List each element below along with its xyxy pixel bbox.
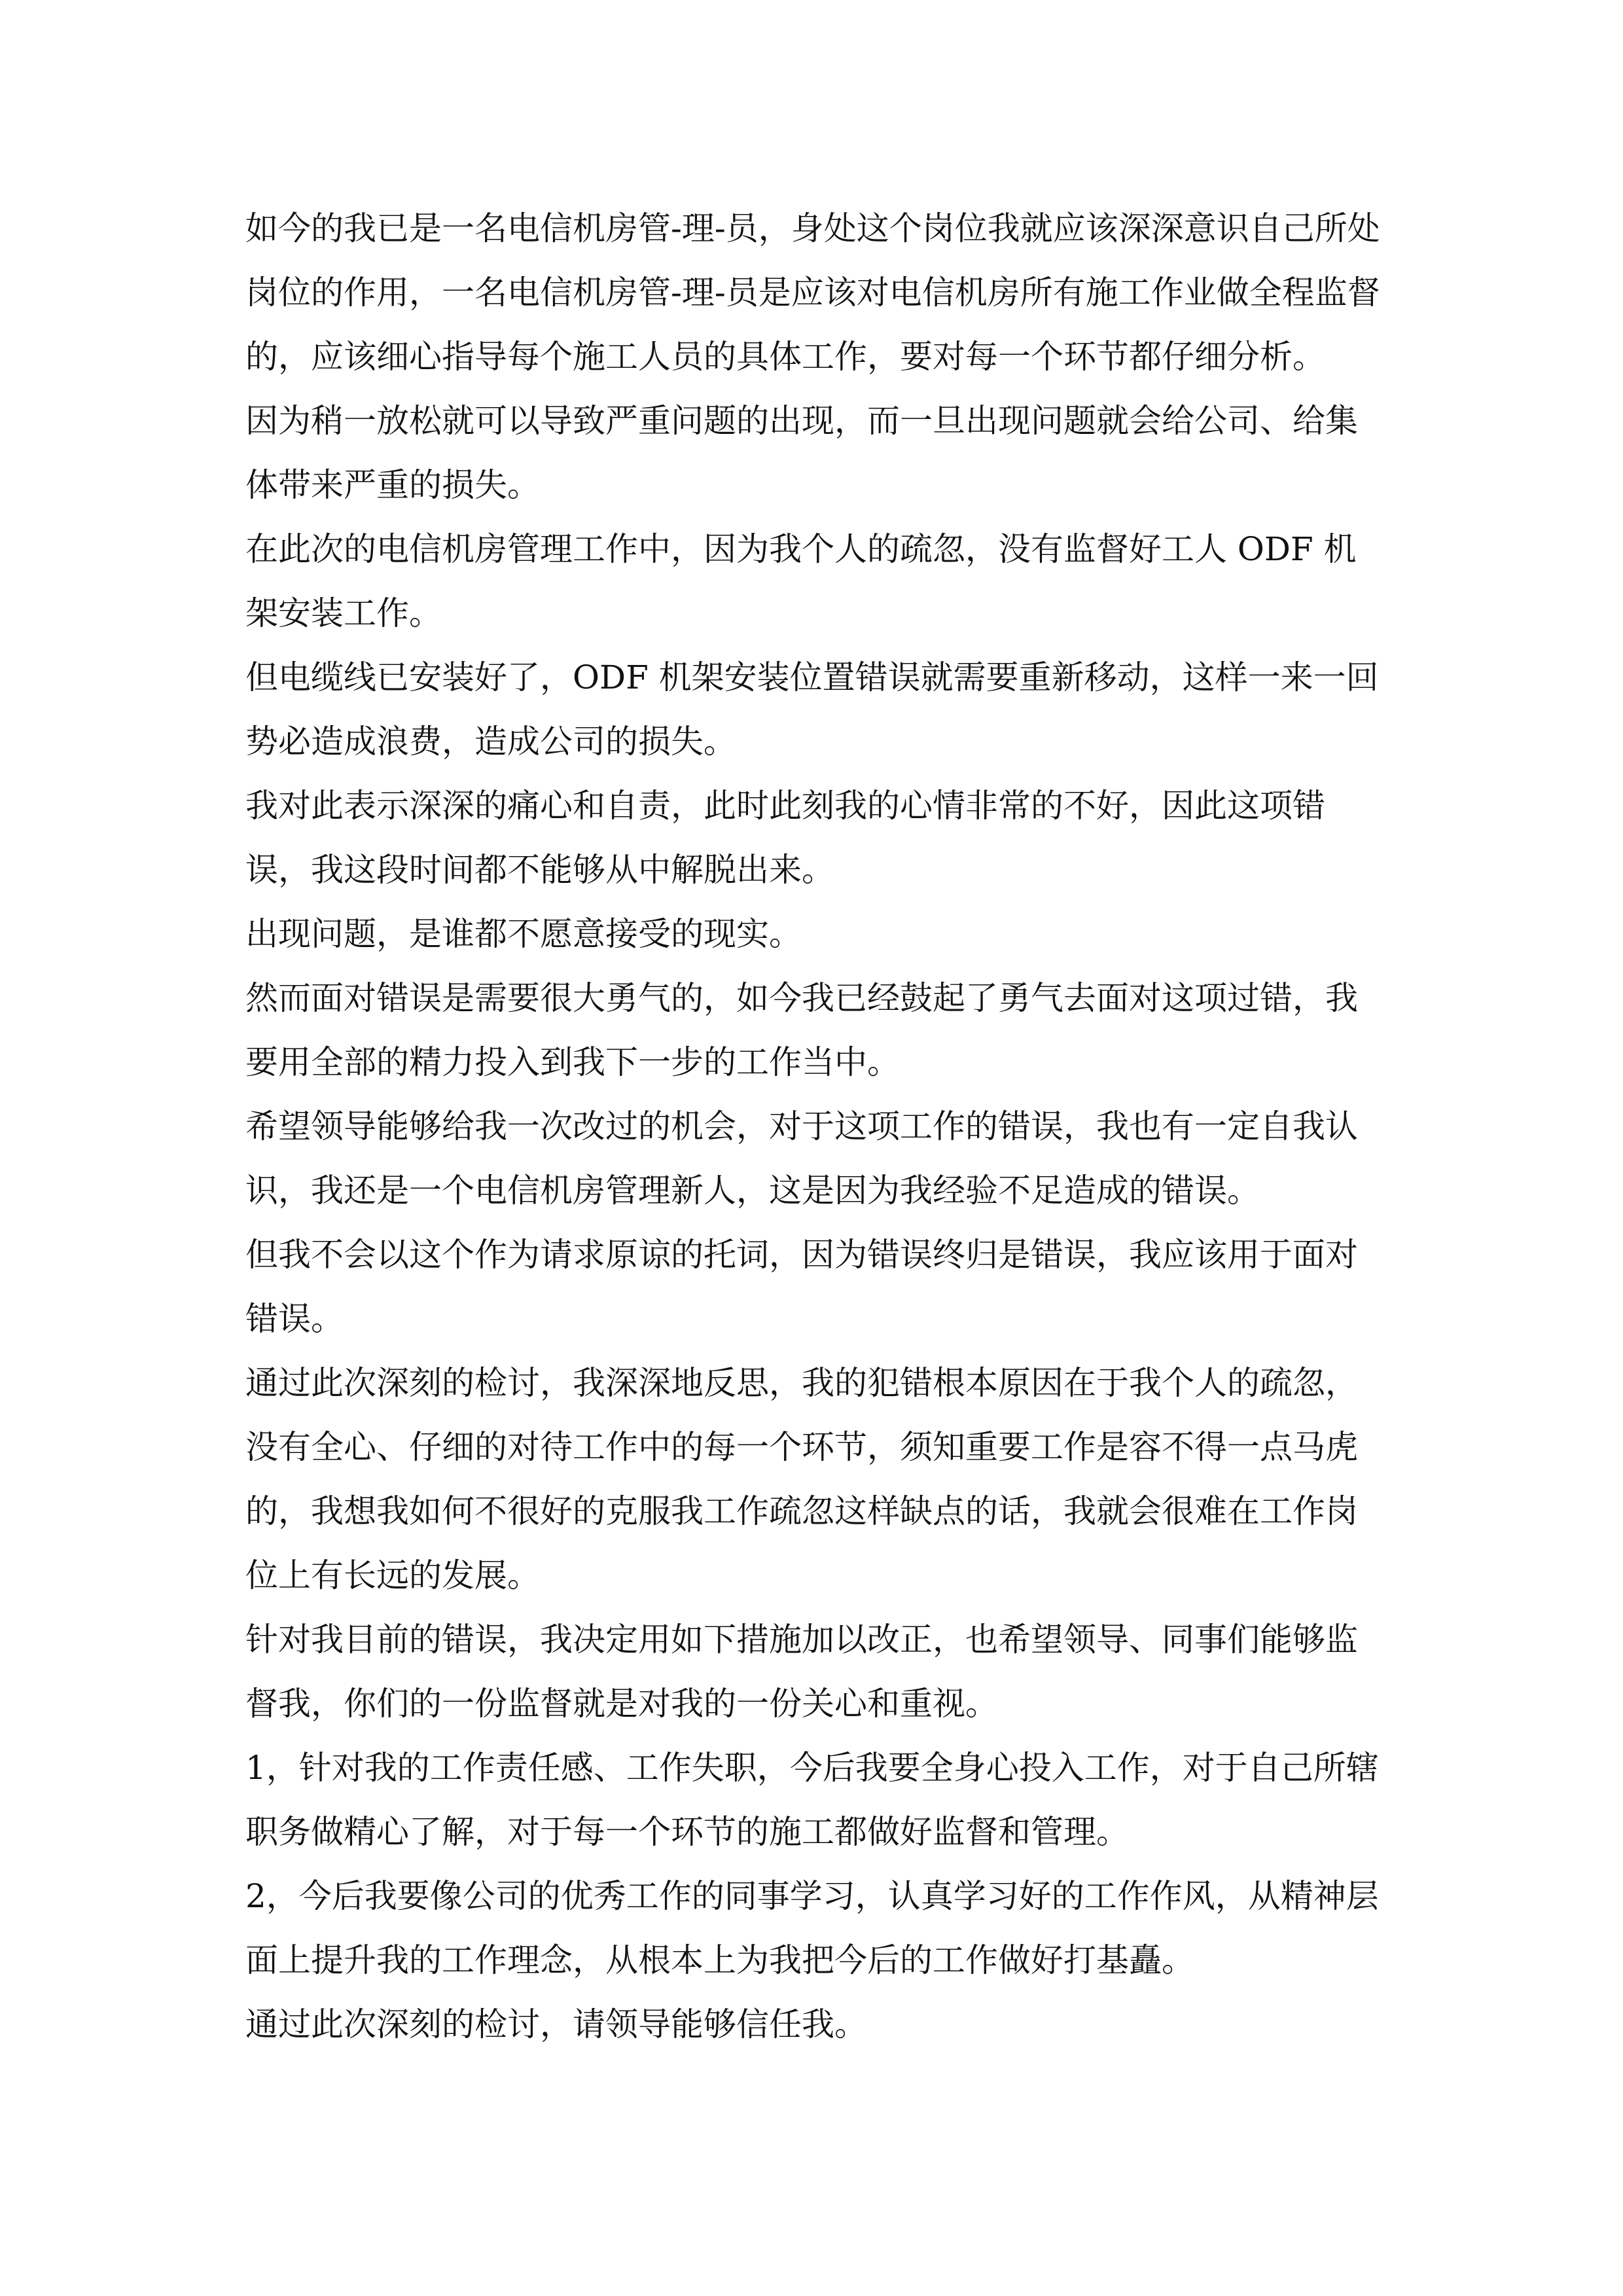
paragraph: 通过此次深刻的检讨，我深深地反思，我的犯错根本原因在于我个人的疏忽，没有全心、仔细的对待工作中的每一个环节，须知重要工作是容不得一点马虎的，我想我如何不很好的克服我工作疏忽这样缺点的话，我就会很难在工作岗位上有长远的发展。 xyxy=(245,1364,1358,1594)
paragraph: 如今的我已是一名电信机房管-理-员，身处这个岗位我就应该深深意识自己所处岗位的作用，一名电信机房管-理-员是应该对电信机房所有施工作业做全程监督的，应该细心指导每个施工人员的具体工作，要对每一个环节都仔细分析。 xyxy=(245,209,1380,376)
paragraph: 但电缆线已安装好了，ODF 机架安装位置错误就需要重新移动，这样一来一回势必造成浪费，造成公司的损失。 xyxy=(245,658,1379,761)
paragraph: 1，针对我的工作责任感、工作失职，今后我要全身心投入工作，对于自己所辖职务做精心了解，对于每一个环节的施工都做好监督和管理。 xyxy=(245,1749,1379,1851)
paragraph: 因为稍一放松就可以导致严重问题的出现，而一旦出现问题就会给公司、给集体带来严重的损失。 xyxy=(245,402,1358,504)
paragraph: 2，今后我要像公司的优秀工作的同事学习，认真学习好的工作作风，从精神层面上提升我的工作理念，从根本上为我把今后的工作做好打基矗。 xyxy=(245,1877,1379,1979)
paragraph: 希望领导能够给我一次改过的机会，对于这项工作的错误，我也有一定自我认识，我还是一个电信机房管理新人，这是因为我经验不足造成的错误。 xyxy=(245,1107,1358,1210)
paragraph: 然而面对错误是需要很大勇气的，如今我已经鼓起了勇气去面对这项过错，我要用全部的精力投入到我下一步的工作当中。 xyxy=(245,979,1358,1081)
paragraph: 通过此次深刻的检讨，请领导能够信任我。 xyxy=(245,2005,867,2043)
paragraph: 在此次的电信机房管理工作中，因为我个人的疏忽，没有监督好工人 ODF 机架安装工作。 xyxy=(245,530,1357,632)
paragraph: 针对我目前的错误，我决定用如下措施加以改正，也希望领导、同事们能够监督我，你们的一份监督就是对我的一份关心和重视。 xyxy=(245,1621,1358,1723)
document-body xyxy=(245,196,1381,2056)
paragraph: 我对此表示深深的痛心和自责，此时此刻我的心情非常的不好，因此这项错误，我这段时间都不能够从中解脱出来。 xyxy=(245,787,1325,889)
paragraph: 但我不会以这个作为请求原谅的托词，因为错误终归是错误，我应该用于面对错误。 xyxy=(245,1236,1358,1338)
paragraph: 出现问题，是谁都不愿意接受的现实。 xyxy=(245,915,802,953)
